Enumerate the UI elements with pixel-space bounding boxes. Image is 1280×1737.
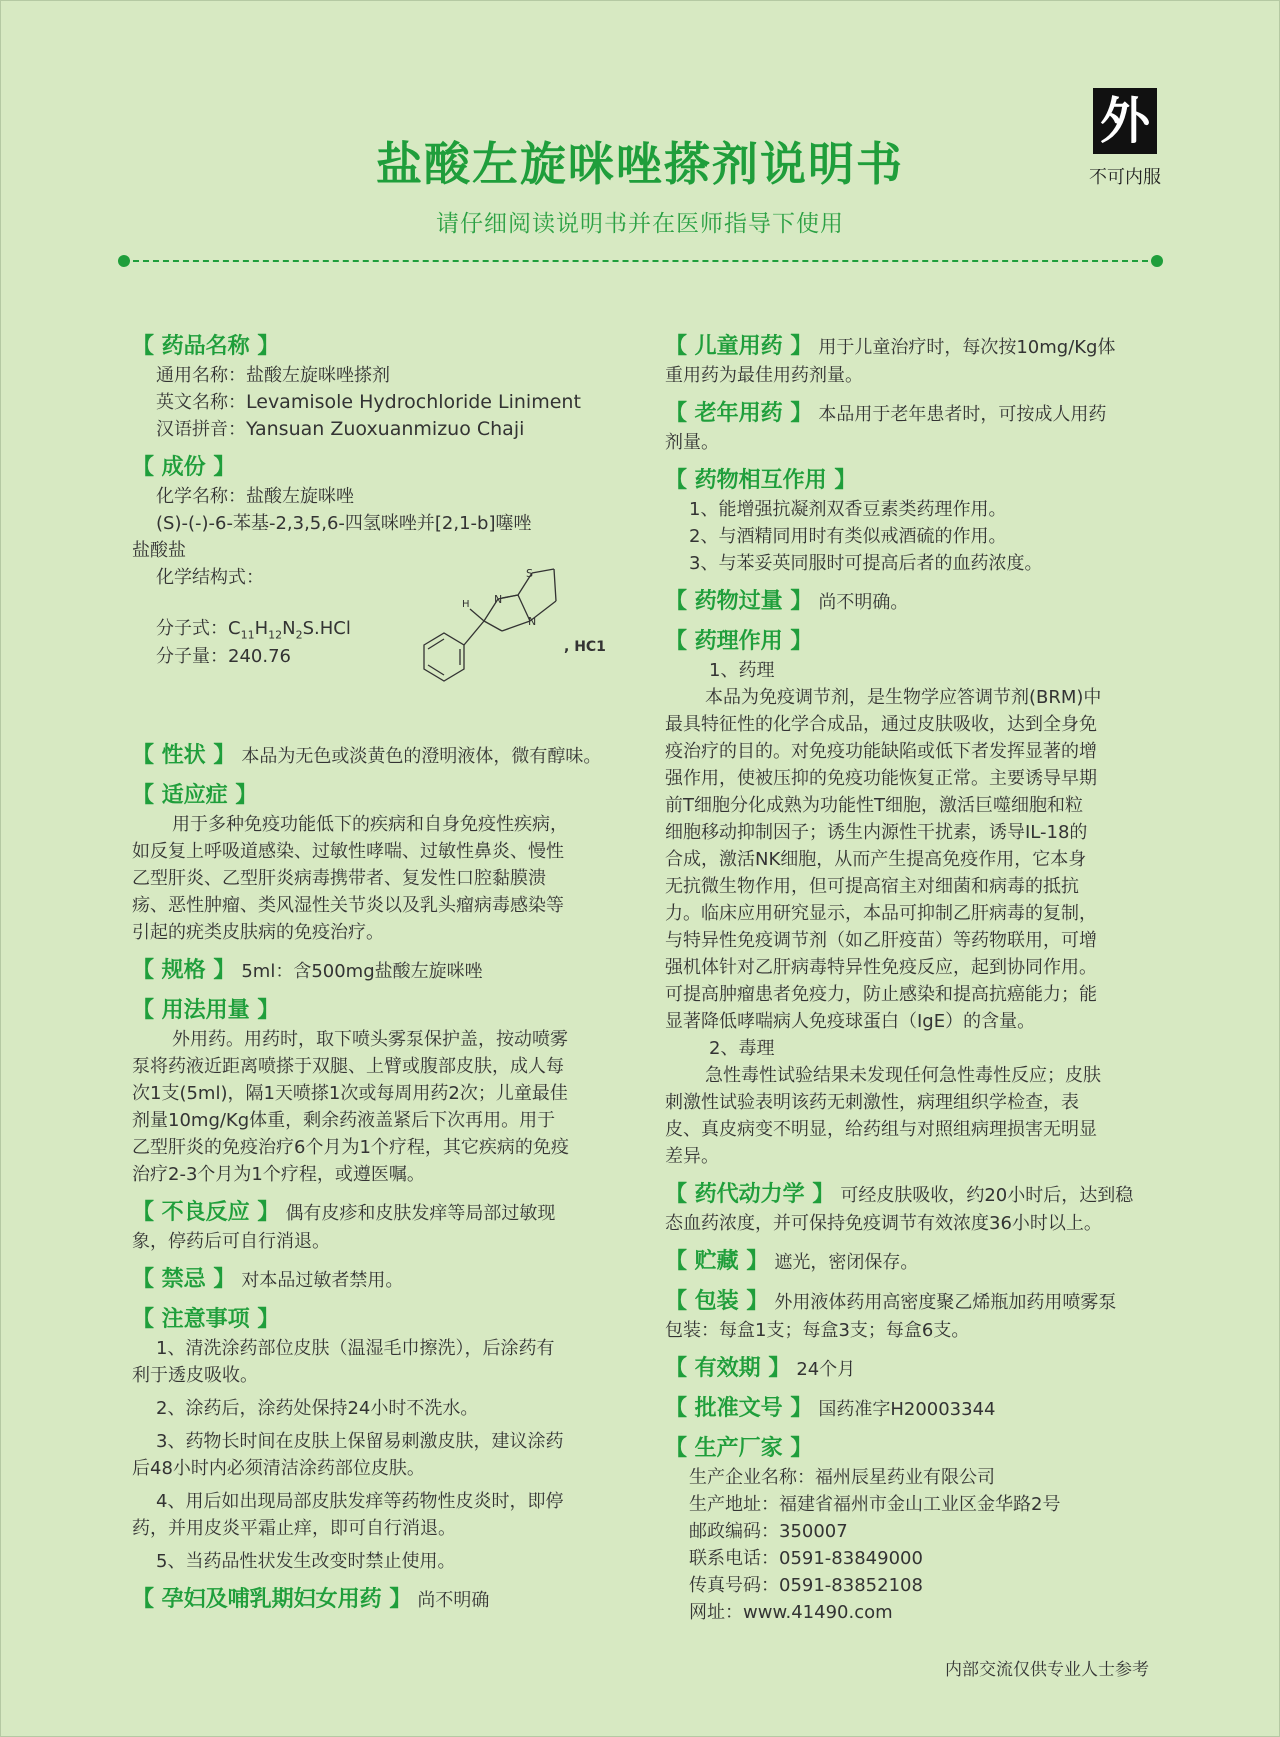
section-elderly <box>665 399 1151 456</box>
pharmacology-line: 最具特征性的化学合成品，通过皮肤吸收，达到全身免 <box>665 714 1097 735</box>
struct-s-label: S <box>526 567 533 580</box>
section-children <box>665 332 1151 389</box>
heading-pharmacokinetics: 【 药代动力学 】 <box>665 1182 835 1207</box>
usage-line: 乙型肝炎的免疫治疗6个月为1个疗程，其它疾病的免疫 <box>132 1137 569 1158</box>
struct-n2-label: N <box>528 615 537 628</box>
manufacturer-line: 网址：www.41490.com <box>689 1602 893 1623</box>
indications-line: 用于多种免疫功能低下的疾病和自身免疫性疾病， <box>172 814 568 835</box>
heading-composition: 【 成份 】 <box>132 455 236 480</box>
pharmacology-line: 力。临床应用研究显示，本品可抑制乙肝病毒的复制， <box>665 903 1097 924</box>
manufacturer-line: 联系电话：0591-83849000 <box>689 1548 923 1569</box>
section-storage <box>665 1247 1151 1277</box>
section-usage <box>132 996 614 1188</box>
chemical-full-name-cont: 盐酸盐 <box>132 540 186 561</box>
pharmacology-line: 疫治疗的目的。对免疫功能缺陷或低下者发挥显著的增 <box>665 741 1097 762</box>
pharmacology-line: 本品为免疫调节剂，是生物学应答调节剂(BRM)中 <box>705 687 1102 708</box>
manufacturer-line: 生产企业名称：福州辰星药业有限公司 <box>689 1467 995 1488</box>
section-adverse <box>132 1198 614 1255</box>
heading-overdose: 【 药物过量 】 <box>665 589 813 614</box>
section-pharmacokinetics <box>665 1180 1151 1237</box>
spec-text: 5ml：含500mg盐酸左旋咪唑 <box>241 961 483 982</box>
usage-line: 泵将药液近距离喷搽于双腿、上臂或腹部皮肤，成人每 <box>132 1056 564 1077</box>
pregnancy-text: 尚不明确 <box>417 1590 490 1611</box>
pharmacology-line: 无抗微生物作用，但可提高宿主对细菌和病毒的抵抗 <box>665 876 1079 897</box>
section-package <box>665 1287 1151 1344</box>
section-indications <box>132 781 614 946</box>
section-approval <box>665 1394 1151 1424</box>
chemical-name: 化学名称：盐酸左旋咪唑 <box>156 486 354 507</box>
usage-line: 外用药。用药时，取下喷头雾泵保护盖，按动喷雾 <box>172 1029 568 1050</box>
section-pregnancy <box>132 1585 614 1615</box>
appearance-text: 本品为无色或淡黄色的澄明液体，微有醇味。 <box>241 746 602 767</box>
indications-line: 乙型肝炎、乙型肝炎病毒携带者、复发性口腔黏膜溃 <box>132 868 546 889</box>
interaction-item: 1、能增强抗凝剂双香豆素类药理作用。 <box>689 499 1007 520</box>
pharmacology-sub1: 1、药理 <box>709 660 775 681</box>
page-title: 盐酸左旋咪唑搽剂说明书 <box>376 137 904 191</box>
pharmacology-line: 可提高肿瘤患者免疫力，防止感染和提高抗癌能力；能 <box>665 984 1097 1005</box>
indications-line: 如反复上呼吸道感染、过敏性哮喘、过敏性鼻炎、慢性 <box>132 841 564 862</box>
approval-text: 国药准字H20003344 <box>818 1399 996 1420</box>
elderly-text-cont: 剂量。 <box>665 432 719 453</box>
pinyin-label: 汉语拼音： <box>156 419 246 440</box>
heading-manufacturer: 【 生产厂家 】 <box>665 1436 813 1461</box>
heading-appearance: 【 性状 】 <box>132 743 236 768</box>
usage-line: 治疗2-3个月为1个疗程，或遵医嘱。 <box>132 1164 425 1185</box>
interaction-item: 3、与苯妥英同服时可提高后者的血药浓度。 <box>689 553 1043 574</box>
chemical-structure-diagram <box>414 565 614 715</box>
heading-interactions: 【 药物相互作用 】 <box>665 468 857 493</box>
external-use-badge: 外 <box>1093 88 1157 154</box>
section-validity <box>665 1354 1151 1384</box>
section-appearance <box>132 741 614 771</box>
left-column <box>132 332 614 1625</box>
usage-line: 次1支(5ml)，隔1天喷搽1次或每周用药2次；儿童最佳 <box>132 1083 568 1104</box>
heading-package: 【 包装 】 <box>665 1289 769 1314</box>
heading-storage: 【 贮藏 】 <box>665 1249 769 1274</box>
pharmacology-line: 强机体针对乙肝病毒特异性免疫反应，起到协同作用。 <box>665 957 1097 978</box>
heading-pharmacology: 【 药理作用 】 <box>665 629 813 654</box>
caution-item: 1、清洗涂药部位皮肤（温湿毛巾擦洗），后涂药有 <box>156 1338 555 1359</box>
pinyin-row <box>132 416 614 443</box>
caution-item-cont: 利于透皮吸收。 <box>132 1365 258 1386</box>
english-name-label: 英文名称： <box>156 392 246 413</box>
section-composition <box>132 453 614 731</box>
section-drug-name <box>132 332 614 443</box>
generic-name: 通用名称：盐酸左旋咪唑搽剂 <box>156 365 390 386</box>
chemical-full-name: (S)-(-)-6-苯基-2,3,5,6-四氢咪唑并[2,1-b]噻唑 <box>156 513 532 534</box>
elderly-text: 本品用于老年患者时，可按成人用药 <box>818 404 1107 425</box>
pk-text-cont: 态血药浓度，并可保持免疫调节有效浓度36小时以上。 <box>665 1213 1102 1234</box>
pharmacology-line: 前T细胞分化成熟为功能性T细胞，激活巨噬细胞和粒 <box>665 795 1083 816</box>
heading-spec: 【 规格 】 <box>132 958 236 983</box>
overdose-text: 尚不明确。 <box>818 592 909 613</box>
page-subtitle: 请仔细阅读说明书并在医师指导下使用 <box>436 211 844 237</box>
pinyin-name: Yansuan Zuoxuanmizuo Chaji <box>246 418 525 440</box>
pharmacology-line: 强作用，使被压抑的免疫功能恢复正常。主要诱导早期 <box>665 768 1097 789</box>
caution-item-cont: 药，并用皮炎平霜止痒，即可自行消退。 <box>132 1518 456 1539</box>
toxicology-line: 急性毒性试验结果未发现任何急性毒性反应；皮肤 <box>705 1065 1101 1086</box>
heading-usage: 【 用法用量 】 <box>132 998 280 1023</box>
pk-text: 可经皮肤吸收，约20小时后，达到稳 <box>840 1185 1134 1206</box>
caution-item: 3、药物长时间在皮肤上保留易刺激皮肤，建议涂药 <box>156 1431 564 1452</box>
pharmacology-line: 与特异性免疫调节剂（如乙肝疫苗）等药物联用，可增 <box>665 930 1097 951</box>
contraindications-text: 对本品过敏者禁用。 <box>241 1270 404 1291</box>
structure-label: 化学结构式： <box>156 567 264 588</box>
heading-contraindications: 【 禁忌 】 <box>132 1267 236 1292</box>
right-column <box>665 332 1151 1636</box>
adverse-text-cont: 象，停药后可自行消退。 <box>132 1231 330 1252</box>
heading-cautions: 【 注意事项 】 <box>132 1307 280 1332</box>
pharmacology-line: 细胞移动抑制因子；诱生内源性干扰素，诱导IL-18的 <box>665 822 1088 843</box>
section-overdose <box>665 587 1151 617</box>
indications-line: 引起的疣类皮肤病的免疫治疗。 <box>132 922 384 943</box>
divider-dot-right <box>1151 255 1163 267</box>
storage-text: 遮光，密闭保存。 <box>774 1252 919 1273</box>
caution-item: 4、用后如出现局部皮肤发痒等药物性皮炎时，即停 <box>156 1491 564 1512</box>
pharmacology-line: 显著降低哮喘病人免疫球蛋白（IgE）的含量。 <box>665 1011 1036 1032</box>
toxicology-line: 刺激性试验表明该药无刺激性，病理组织学检查，表 <box>665 1092 1079 1113</box>
package-text: 外用液体药用高密度聚乙烯瓶加药用喷雾泵 <box>774 1292 1117 1313</box>
toxicology-line: 皮、真皮病变不明显，给药组与对照组病理损害无明显 <box>665 1119 1097 1140</box>
heading-pregnancy: 【 孕妇及哺乳期妇女用药 】 <box>132 1587 412 1612</box>
english-name: Levamisole Hydrochloride Liniment <box>246 391 581 413</box>
heading-children: 【 儿童用药 】 <box>665 334 813 359</box>
section-contraindications <box>132 1265 614 1295</box>
english-name-row <box>132 389 614 416</box>
usage-line: 剂量10mg/Kg体重，剩余药液盖紧后下次再用。用于 <box>132 1110 556 1131</box>
section-pharmacology <box>665 627 1151 1170</box>
heading-validity: 【 有效期 】 <box>665 1356 791 1381</box>
children-text-cont: 重用药为最佳用药剂量。 <box>665 365 863 386</box>
manufacturer-line: 传真号码：0591-83852108 <box>689 1575 923 1596</box>
adverse-text: 偶有皮疹和皮肤发痒等局部过敏现 <box>285 1203 556 1224</box>
struct-hcl-label: , HC1 <box>564 639 606 655</box>
children-text: 用于儿童治疗时，每次按10mg/Kg体 <box>818 337 1116 358</box>
manufacturer-line: 生产地址：福建省福州市金山工业区金华路2号 <box>689 1494 1061 1515</box>
struct-h-label: H <box>462 599 470 610</box>
validity-text: 24个月 <box>796 1359 856 1380</box>
package-text-cont: 包装：每盒1支；每盒3支；每盒6支。 <box>665 1320 970 1341</box>
divider-dot-left <box>118 255 130 267</box>
toxicology-sub2: 2、毒理 <box>709 1038 775 1059</box>
heading-indications: 【 适应症 】 <box>132 783 258 808</box>
section-manufacturer <box>665 1434 1151 1626</box>
section-cautions <box>132 1305 614 1575</box>
footer-note: 内部交流仅供专业人士参考 <box>945 1660 1149 1680</box>
heading-approval: 【 批准文号 】 <box>665 1396 813 1421</box>
manufacturer-line: 邮政编码：350007 <box>689 1521 848 1542</box>
heading-drug-name: 【 药品名称 】 <box>132 334 280 359</box>
struct-n1-label: N <box>494 593 503 606</box>
molecular-weight: 分子量：240.76 <box>156 646 291 667</box>
caution-item-cont: 后48小时内必须清洁涂药部位皮肤。 <box>132 1458 425 1479</box>
heading-elderly: 【 老年用药 】 <box>665 401 813 426</box>
section-spec <box>132 956 614 986</box>
caution-item: 5、当药品性状发生改变时禁止使用。 <box>156 1551 456 1572</box>
pharmacology-line: 合成，激活NK细胞，从而产生提高免疫作用，它本身 <box>665 849 1087 870</box>
interaction-item: 2、与酒精同用时有类似戒酒硫的作用。 <box>689 526 1007 547</box>
caution-item: 2、涂药后，涂药处保持24小时不洗水。 <box>156 1398 479 1419</box>
not-for-oral-note: 不可内服 <box>1089 167 1161 188</box>
heading-adverse: 【 不良反应 】 <box>132 1200 280 1225</box>
dashed-divider <box>123 260 1158 262</box>
molecular-formula: 分子式：$C_{11}H_{12}N_2S.HCl$ <box>156 618 351 642</box>
section-interactions <box>665 466 1151 577</box>
toxicology-line: 差异。 <box>665 1146 719 1167</box>
indications-line: 疡、恶性肿瘤、类风湿性关节炎以及乳头瘤病毒感染等 <box>132 895 564 916</box>
